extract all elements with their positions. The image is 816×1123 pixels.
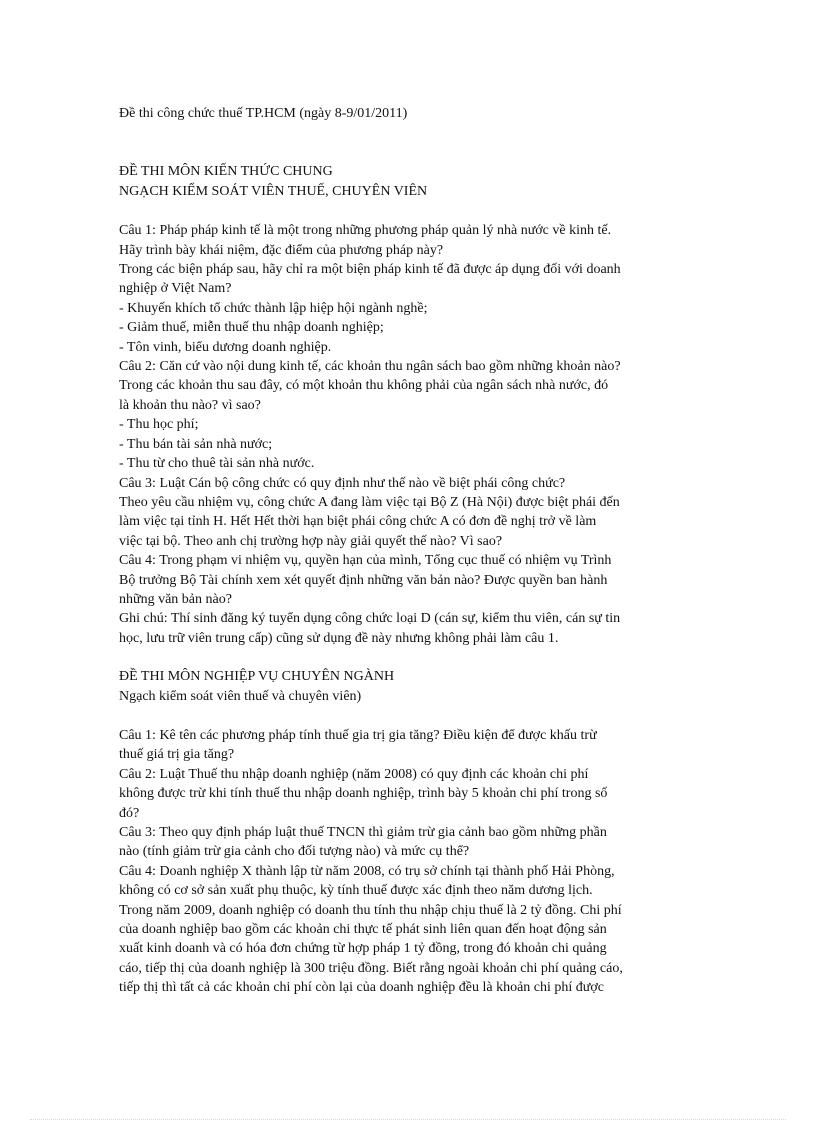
text-line: Câu 1: Pháp pháp kinh tế là một trong những phương pháp quản lý nhà nước về kinh tế.	[119, 223, 612, 239]
text-line: Trong các biện pháp sau, hãy chỉ ra một biện pháp kinh tế đã được áp dụng đối với doanh	[119, 262, 621, 278]
page-bottom-border	[30, 1119, 786, 1120]
text-line: Câu 3: Luật Cán bộ công chức có quy định như thế nào về biệt phái công chức?	[119, 475, 566, 491]
text-line: Câu 4: Doanh nghiệp X thành lập từ năm 2008, có trụ sở chính tại thành phố Hải Phòng,	[119, 863, 615, 879]
spacer	[119, 706, 719, 726]
text-line: không có cơ sở sản xuất phụ thuộc, kỳ tính thuế được xác định theo năm dương lịch.	[119, 883, 593, 899]
text-line: là khoản thu nào? vì sao?	[119, 397, 261, 413]
section1-questions	[119, 221, 719, 648]
text-line: - Giảm thuế, miễn thuế thu nhập doanh nghiệp;	[119, 320, 384, 336]
text-line: Trong các khoản thu sau đây, có một khoản thu không phải của ngân sách nhà nước, đó	[119, 378, 609, 394]
section2-questions	[119, 726, 719, 998]
text-line: không được trừ khi tính thuế thu nhập doanh nghiệp, trình bày 5 khoản chi phí trong số	[119, 786, 608, 802]
text-line: học, lưu trữ viên trung cấp) cũng sử dụng đề này nhưng không phải làm câu 1.	[119, 630, 559, 646]
text-line: Ghi chú: Thí sinh đăng ký tuyển dụng công chức loại D (cán sự, kiểm thu viên, cán sự tin	[119, 611, 621, 627]
text-line: Câu 1: Kê tên các phương pháp tính thuế gia trị gia tăng? Điều kiện để được khấu trừ	[119, 727, 597, 743]
text-line: Bộ trưởng Bộ Tài chính xem xét quyết định những văn bản nào? Được quyền ban hành	[119, 572, 608, 588]
text-line: nghiệp ở Việt Nam?	[119, 281, 232, 297]
text-line: - Khuyến khích tổ chức thành lập hiệp hội ngành nghề;	[119, 300, 428, 316]
section-professional-expertise	[119, 667, 719, 998]
text-line: Theo yêu cầu nhiệm vụ, công chức A đang làm việc tại Bộ Z (Hà Nội) được biệt phái đến	[119, 494, 620, 510]
text-line: Câu 4: Trong phạm vi nhiệm vụ, quyền hạn của mình, Tổng cục thuế có nhiệm vụ Trình	[119, 553, 612, 569]
text-line: xuất kinh doanh và có hóa đơn chứng từ hợp pháp 1 tỷ đồng, trong đó khoản chi quảng	[119, 941, 607, 957]
text-line: - Thu học phí;	[119, 417, 199, 433]
text-line: việc tại bộ. Theo anh chị trường hợp này giải quyết thế nào? Vì sao?	[119, 533, 503, 549]
document-body	[119, 104, 719, 998]
text-line: của doanh nghiệp bao gồm các khoản chi thực tế phát sinh liên quan đến hoạt động sản	[119, 922, 607, 938]
text-line: - Thu từ cho thuê tài sản nhà nước.	[119, 456, 315, 472]
text-line: Trong năm 2009, doanh nghiệp có doanh thu tính thu nhập chịu thuế là 2 tỷ đồng. Chi phí	[119, 902, 622, 918]
text-line: cáo, tiếp thị của doanh nghiệp là 300 triệu đồng. Biết rằng ngoài khoản chi phí quảng cáo,	[119, 960, 623, 976]
text-line: nào (tính giảm trừ gia cảnh cho đối tượng nào) và mức cụ thể?	[119, 844, 470, 860]
text-line: Câu 2: Căn cứ vào nội dung kinh tế, các khoản thu ngân sách bao gồm những khoản nào?	[119, 359, 621, 375]
text-line: thuế giá trị gia tăng?	[119, 747, 235, 763]
spacer	[119, 123, 719, 162]
text-line: tiếp thị thì tất cả các khoản chi phí còn lại của doanh nghiệp đều là khoản chi phí được	[119, 980, 605, 996]
text-line: những văn bản nào?	[119, 591, 232, 607]
text-line: Câu 3: Theo quy định pháp luật thuế TNCN thì giảm trừ gia cảnh bao gồm những phần	[119, 825, 607, 840]
spacer	[119, 201, 719, 221]
document-header: Đề thi công chức thuế TP.HCM (ngày 8-9/01/2011)	[119, 106, 408, 121]
text-line: - Thu bán tài sản nhà nước;	[119, 436, 273, 452]
section2-title-line-1: ĐỀ THI MÔN NGHIỆP VỤ CHUYÊN NGÀNH	[119, 669, 395, 685]
text-line: đó?	[119, 805, 140, 821]
section1-title-line-2: NGẠCH KIỂM SOÁT VIÊN THUẾ, CHUYÊN VIÊN	[119, 183, 428, 199]
section2-title-line-2: Ngạch kiểm soát viên thuế và chuyên viên)	[119, 688, 362, 704]
text-line: Hãy trình bày khái niệm, đặc điểm của phương pháp này?	[119, 242, 444, 258]
spacer	[119, 648, 719, 667]
section-general-knowledge	[119, 162, 719, 648]
text-line: - Tôn vinh, biểu dương doanh nghiệp.	[119, 339, 332, 355]
text-line: Câu 2: Luật Thuế thu nhập doanh nghiệp (năm 2008) có quy định các khoản chi phí	[119, 766, 589, 782]
text-line: làm việc tại tỉnh H. Hết Hết thời hạn biệt phái công chức A có đơn đề nghị trở về làm	[119, 514, 597, 530]
section1-title-line-1: ĐỀ THI MÔN KIẾN THỨC CHUNG	[119, 164, 333, 180]
